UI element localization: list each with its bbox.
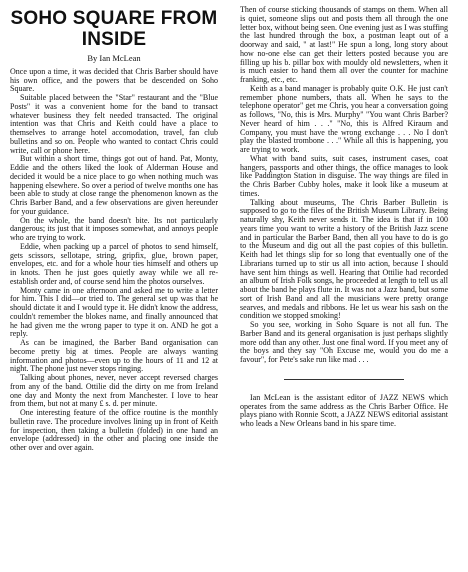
article-paragraph: Talking about phones, never, never accept reversed charges from any of the band. Ottilie did the dirty on me from Ireland one day and Monty the next from Manchester. I love to hear from them, but not at many £ s. d. per minute. [10, 373, 218, 409]
article-paragraph: Keith as a band manager is probably quite O.K. He just can't remember phone numbers, thats all. When he says to the telephone operator" get me Chris, you hear a conversation going as follows, "No, this is Mrs. Murphy" "You want Chris Barber? Never heard of him . . ." "No, this is Alfred Kiraum and Company, you must have the wrong exchange . . . No I don't play the blasted trombone . . ." While all this is happening, you are trying to work. [240, 83, 448, 154]
article-paragraph: But within a short time, things got out of hand. Pat, Monty, Eddie and the others liked the look of Alderman House and decided it would be a nice place to go when nothing much was happening elsewhere. So over a period of twelve months one has been able to study at close range the phenomenon known as the Chris Barber Band, and a few observations are given hereunder for your guidance. [10, 154, 218, 216]
article-paragraph: Monty came in one afternoon and asked me to write a letter for him. This I did—or tried to. The general set up was that he should dictate it and I would type it. He didn't know the address, couldn't remember the blokes name, and finally announced that he had given me the wrong paper to type it on. AND he got a reply. [10, 285, 218, 339]
author-footnote: Ian McLean is the assistant editor of JAZZ NEWS which operates from the same address as the Chris Barber Office. He plays piano with Ronnie Scott, a JAZZ NEWS editorial assistant who leads a New Orleans band in his spare time. [240, 392, 448, 428]
article-paragraph: As can be imagined, the Barber Band organisation can become pretty big at times. People are always wanting information and photos—even up to the hours of 11 and 12 at night. The phone just never stops ringing. [10, 338, 218, 374]
section-divider [284, 379, 404, 380]
article-paragraph: So you see, working in Soho Square is not all fun. The Barber Band and its general organisation is just perhaps slightly more odd than any other. Just one final word. If you meet any of the boys and they say "Oh Excuse me, would you do me a favour", for Pete's sake run like mad . . . [240, 320, 448, 364]
article-paragraph: Once upon a time, it was decided that Chris Barber should have his own office, and the powers that be descended on Soho Square. [10, 66, 218, 94]
article-paragraph: Eddie, when packing up a parcel of photos to send himself, gets scissors, sellotape, string, gripfix, glue, brown paper, envelopes, etc. and for a whole hour ties himself and others up in knots. Then he just goes quietly away while we all re-establish order and, of course send him the photos ourselves. [10, 241, 218, 286]
article-paragraph: One interesting feature of the office routine is the monthly bulletin rave. The procedure involves lining up in front of Keith for inspection, then taking a bulletin (folded) in one hand an envelope (addressed) in the other and placing one inside the other over and over again. [10, 408, 218, 452]
article-paragraph: On the whole, the band doesn't bite. Its not particularly dangerous; its just that it imposes somewhat, and annoys people who are trying to work. [10, 215, 218, 242]
right-column [240, 6, 448, 429]
article-byline: By Ian McLean [87, 53, 141, 63]
left-column [10, 6, 218, 453]
article-title: SOHO SQUARE FROM INSIDE [10, 8, 218, 50]
article-paragraph: Talking about museums, The Chris Barber Bulletin is supposed to go to the files of the British Museum Library. Being naturally shy, Keith never sends it. The idea is that if in 100 years time you want to write a history of the British Jazz scene and in particular the Barber Band, then all you have to do is go to the Museum and dig out all the past copies of this bulletin. Keith had let things slip for so long that eventually one of the Librarians turned up to stir us all into action, because I should have sent him things as well. Hearing that Ottilie had recorded an album of Irish Folk songs, he proceeded at length to tell us all about the band he plays flute in. It was not a Jazz band, but some sort of Irish Band and all the musicians were pretty orange searves, and medals and ribbons. He let us wear his sash on the condition we stopped smoking! [240, 197, 448, 321]
article-paragraph: What with band suits, suit cases, instrument cases, coat hangers, passports and other things, the office manages to look like Paddington Station in disguise. The way things are filed in the Chris Barber Cubby holes, make it look like a museum at times. [240, 153, 448, 198]
article-paragraph: Then of course sticking thousands of stamps on them. When all is quiet, someone slips out and posts them all through the one letter box, without being seen. One evening just as I was stuffing the last hundred through the box, a postman leapt out of a doorway and said, " at last!" He spun a long, long story about how no-one else can get their letters posted because you are filling up his b. pillar box with mouldy old newsletters, when it is much easier to hand them all over the counter for machine franking, etc., etc. [240, 5, 448, 84]
article-paragraph: Suitable placed between the "Star" restaurant and the "Blue Posts" it was a convenient home for the band to transact whatever business they felt needed transacted. The original intention was that Chris and Keith could have a place to themselves to arrange hotel accomodation, travel, fan club bulletins and so on. People who wanted to contact Chris could write, call or phone here. [10, 93, 218, 155]
